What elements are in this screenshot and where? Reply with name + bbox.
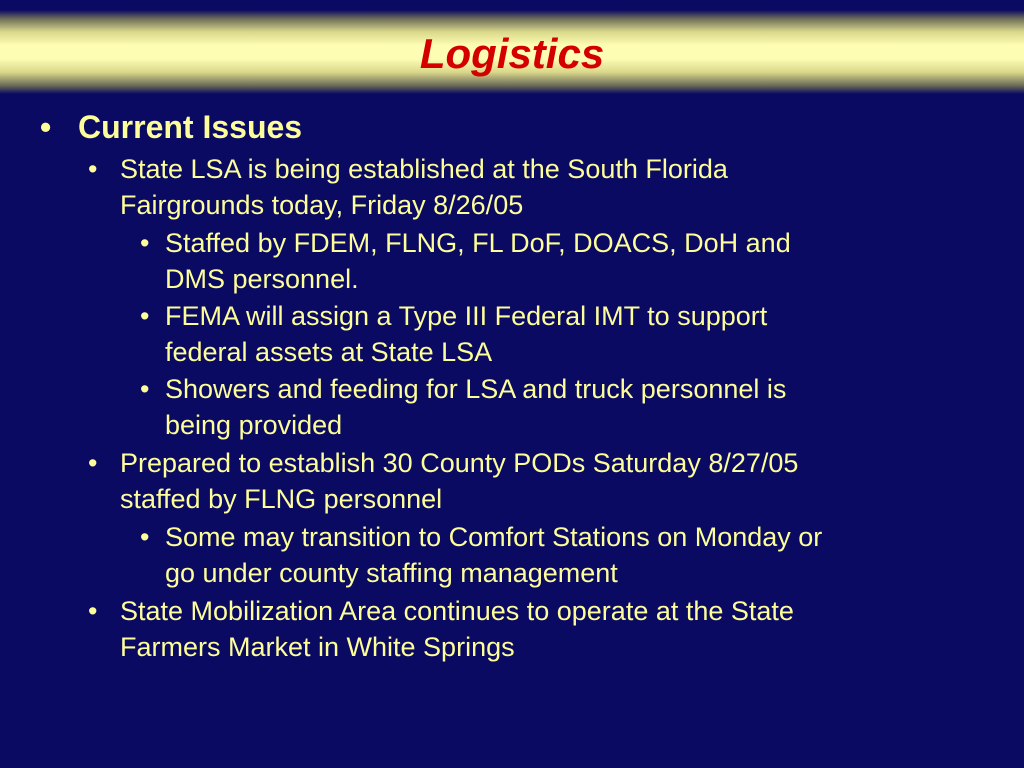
bullet-marker: • (88, 154, 98, 184)
bullet-marker: • (140, 522, 150, 552)
sub-item-line: FEMA will assign a Type III Federal IMT to support (165, 301, 768, 331)
sub-item-line: federal assets at State LSA (165, 337, 493, 367)
bullet-marker: • (140, 228, 150, 258)
sub-item-line: Some may transition to Comfort Stations on Monday or (165, 522, 823, 552)
list-item-line: staffed by FLNG personnel (120, 484, 443, 514)
list-item-line: State LSA is being established at the South Florida (120, 154, 728, 184)
list-item-line: State Mobilization Area continues to operate at the State (120, 596, 794, 626)
sub-item-line: DMS personnel. (165, 264, 359, 294)
bullet-marker: • (88, 448, 98, 478)
bullet-marker: • (40, 109, 52, 145)
list-item-line: Farmers Market in White Springs (120, 632, 515, 662)
sub-item-line: Showers and feeding for LSA and truck personnel is (165, 374, 787, 404)
slide-title: Logistics (419, 30, 605, 77)
sub-item-line: being provided (165, 410, 343, 440)
list-item-line: Prepared to establish 30 County PODs Saturday 8/27/05 (120, 448, 799, 478)
sub-item-line: Staffed by FDEM, FLNG, FL DoF, DOACS, DoH and (165, 228, 791, 258)
bullet-marker: • (88, 596, 98, 626)
bullet-marker: • (140, 301, 150, 331)
heading-current-issues: Current Issues (78, 109, 303, 145)
list-item-line: Fairgrounds today, Friday 8/26/05 (120, 190, 524, 220)
bullet-marker: • (140, 374, 150, 404)
sub-item-line: go under county staffing management (165, 558, 618, 588)
